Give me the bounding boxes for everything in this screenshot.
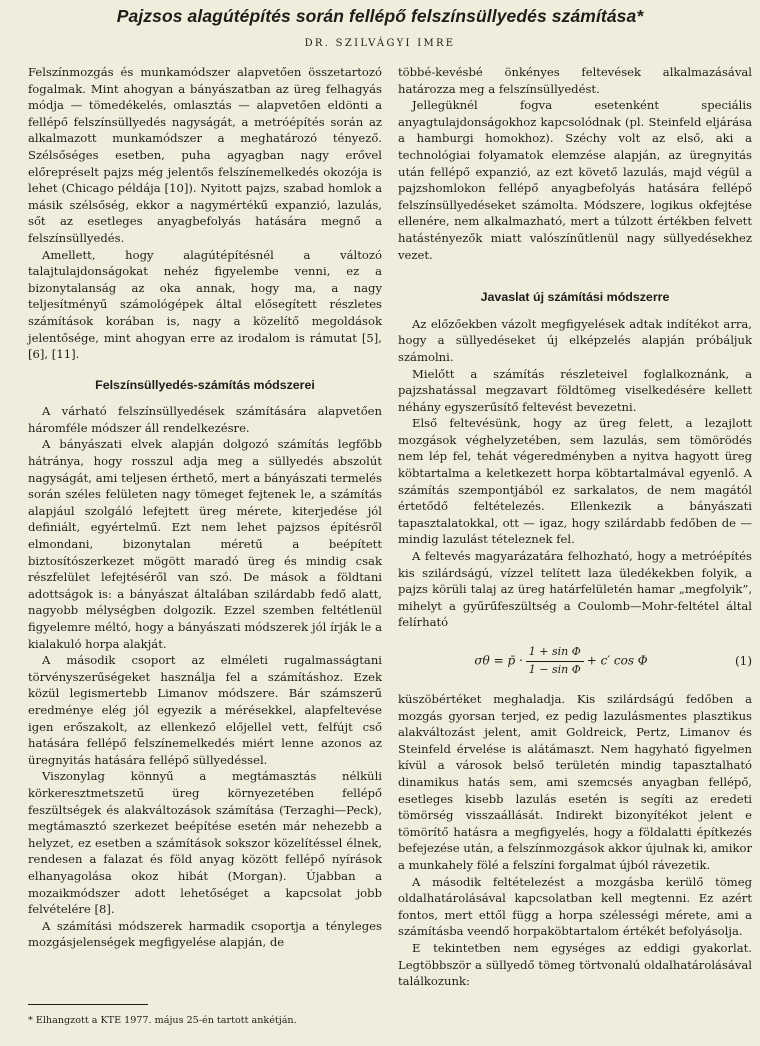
paragraph: A várható felszínsüllyedések számítására alapvetően háromféle módszer áll rendelkezésre. bbox=[28, 404, 382, 435]
equation-1 bbox=[398, 641, 752, 681]
paragraph: Viszonylag könnyű a megtámasztás nélküli körkeresztmetszetű üreg környezetében fellépő feszültségek és alakváltozások számítása (Terzaghi—Peck), megtámasztó szerkezet beépítése esetén már nehezebb a helyzet, ez esetben a számítások sokszor közelítéssel élnek, rendesen a falazat és föld anyag között fellépő nyírások elhanyagolása okoz hibát (Morgan). Újabban a mozaikmódszer adott lehetőséget a kapcsolat jobb felvételére [8]. bbox=[28, 769, 382, 917]
right-column bbox=[398, 64, 752, 990]
paragraph: küszöbértéket meghaladja. Kis szilárdságú fedőben a mozgás gyorsan terjed, ez pedig lazulásmentes plasztikus alakváltozást jelent, amit Goldreick, Pertz, Limanov és Steinfeld érvelése is alátámaszt. Nem hagyható figyelmen kívül a városok belső területén mindig tapasztalható dinamikus hatás sem, ami szemcsés anyagban fellépő, esetleges kisebb lazulás esetén is segíti az eredeti tömörség visszaállását. Indirekt bizonyítékot jelent e tömörítő hatásra a megfigyelés, hogy a földalatti építkezés befejezése után, a felszínmozgások akkor újulnak ki, amikor a munkahely fölé a felszíni forgalmat újból rávezetik. bbox=[398, 692, 752, 872]
equation-number: (1) bbox=[735, 653, 752, 668]
left-column bbox=[28, 64, 382, 951]
paragraph: A feltevés magyarázatára felhozható, hogy a metróépítés kis szilárdságú, vízzel telített laza üledékekben folyik, a pajzs körüli talaj az üreg határfelületén hamar „megfolyik”, mihelyt a gyűrűfeszültség a Coulomb—Mohr-feltétel által felírható bbox=[398, 549, 752, 630]
equation-lhs: σθ = p̄ · bbox=[474, 653, 523, 668]
article-author: DR. SZILVÁGYI IMRE bbox=[304, 38, 456, 49]
paragraph: A bányászati elvek alapján dolgozó számítás legfőbb hátránya, hogy rosszul adja meg a süllyedés abszolút nagyságát, ami teljesen érthető, mert a bányászati termelés során széles felületen nagy tömeget fejtenek le, a számítás alapjául szolgáló lefejtett üreg mérete, kiterjedése jól definiált, egyértelmű. Ezt nem lehet pajzsos építésről elmondani, bizonytalan méretű a beépített biztosítószerkezet mögött maradó üreg és mindig csak részfelület lefejtéséről van szó. De mások a földtani adottságok is: a bányászat általában szilárdabb fedő alatt, nagyobb mélységben dolgozik. Ezzel szemben feltétlenül figyelemre méltó, hogy a bányászati módszerek jól írják le a kialakuló horpa alakját. bbox=[28, 437, 382, 651]
paragraph: E tekintetben nem egységes az eddigi gyakorlat. Legtöbbször a süllyedő tömeg törtvonalú oldalhatárolásával találkozunk: bbox=[398, 940, 752, 989]
equation-fraction bbox=[526, 644, 584, 678]
footnote-rule bbox=[28, 1004, 148, 1005]
equation-rhs: + c′ cos Φ bbox=[586, 653, 648, 668]
paragraph: A második feltételezést a mozgásba kerülő tömeg oldalhatárolásával kapcsolatban kell megtenni. Ez azért fontos, mert ettől függ a horpa szélességi mérete, ami a számításba veendő horpaköbtartalom értékét befolyásolja. bbox=[398, 874, 752, 939]
paragraph: Felszínmozgás és munkamódszer alapvetően összetartozó fogalmak. Mint ahogyan a bányászatban az üreg felhagyás módja — tömedékelés, omlasztás — alapvetően eldönti a fellépő felszínsüllyedés nagyságát, a metróépítés során az alkalmazott munkamódszer a meghatározó tényező. Szélsőséges esetben, puha agyagban nagy erővel előrepréselt pajzs még jelentős felszínemelkedés okozója is lehet (Chicago példája [10]). Nyitott pajzs, szabad homlok a másik szélsőség, ekkor a nagymértékű expanzió, lazulás, sőt az esetleges anyagbefolyás hatására megnő a felszínsüllyedés. bbox=[28, 65, 382, 245]
paragraph: A második csoport az elméleti rugalmasságtani törvényszerűségeket használja fel a számításhoz. Ezek közül legismertebb Limanov módszere. Bár számszerű eredménye elég jól egyezik a mérésekkel, alapfeltevése igen erőszakolt, az ellenkező előjellel vett, felfújt cső hatására fellépő felszínemelkedés miért lenne azonos az üregnyitás hatására fellépő süllyedéssel. bbox=[28, 653, 382, 767]
footnote bbox=[28, 1014, 382, 1027]
paragraph: A számítási módszerek harmadik csoportja a tényleges mozgásjelenségek megfigyelése alapján, de bbox=[28, 918, 382, 950]
equation-numerator: 1 + sin Φ bbox=[526, 644, 584, 662]
paragraph: Az előzőekben vázolt megfigyelések adtak indítékot arra, hogy a süllyedéseket új elképzelés alapján próbáljuk számolni. bbox=[398, 316, 752, 364]
article-title: Pajzsos alagútépítés során fellépő felszínsüllyedés számítása* bbox=[116, 6, 644, 26]
section-heading: Felszínsüllyedés-számítás módszerei bbox=[95, 377, 315, 392]
section-heading: Javaslat új számítási módszerre bbox=[480, 290, 670, 305]
paragraph: Mielőtt a számítás részleteivel foglalkoznánk, a pajzshatással megzavart földtömeg viselkedésére kellett néhány egyszerűsítő feltevést bevezetni. bbox=[398, 366, 752, 414]
paragraph: többé-kevésbé önkényes feltevések alkalmazásával határozza meg a felszínsüllyedést. bbox=[398, 65, 752, 96]
equation-denominator: 1 − sin Φ bbox=[528, 662, 581, 676]
paragraph: Amellett, hogy alagútépítésnél a változó talajtulajdonságokat nehéz figyelembe venni, ez a bizonytalanság az oka annak, hogy ma, a nagy teljesítményű számológépek által elősegített részletes számítások korában is, nagy a közelítő megoldások jelentősége, mint ahogyan erre az irodalom is rámutat [5], [6], [11]. bbox=[28, 247, 382, 362]
footnote-text: * Elhangzott a KTE 1977. május 25-én tartott ankétján. bbox=[28, 1015, 297, 1026]
paragraph: Első feltevésünk, hogy az üreg felett, a lezajlott mozgások véghelyzetében, sem lazulás, sem tömörödés nem lép fel, tehát végeredményben a nyitva hagyott üreg köbtartalma a keletkezett horpa köbtartalmával egyenlő. A számítás szempontjából ez sarkalatos, de nem magától értetődő feltételezés. Ellenkezik a bányászati tapasztalatokkal, ott — igaz, hogy szilárdabb fedőben de — mindig lazulást tételeznek fel. bbox=[398, 416, 752, 547]
paragraph: Jellegüknél fogva esetenként speciális anyagtulajdonságokhoz kapcsolódnak (pl. Steinfeld eljárása a hamburgi homokhoz). Széchy volt az első, aki a technológiai folyamatok elemzése alapján, az üregnyitás után fellépő expanzió, az ezt követő lazulás, majd végül a pajzshomlokon fellépő anyagbefolyás hatására fellépő felszínsüllyedéseket számolta. Módszere, logikus okfejtése ellenére, nem alkalmazható, mert a túlzott értékben felvett hatástényezők miatt valószínűtlenül nagy süllyedésekhez vezet. bbox=[398, 98, 752, 262]
equation-body bbox=[398, 644, 724, 678]
